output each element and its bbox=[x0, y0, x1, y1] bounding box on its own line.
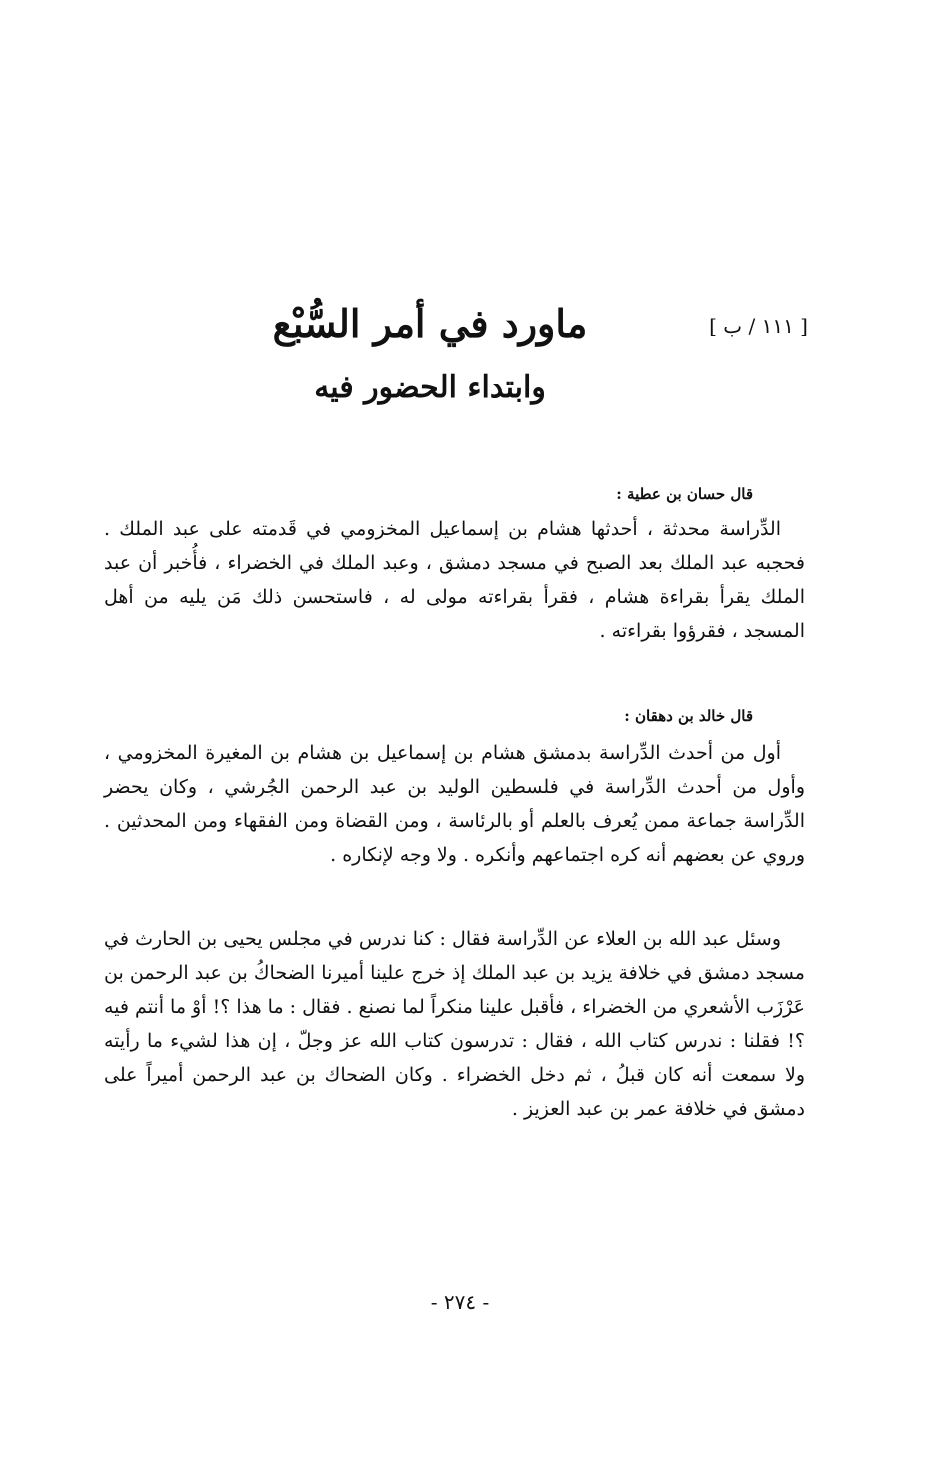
chapter-title: ماورد في أمر السُّبْع bbox=[272, 301, 588, 346]
section-2-text: أول من أحدث الدِّراسة بدمشق هشام بن إسماعيل بن هشام بن المغيرة المخزومي ، وأول من أحدث الدِّراسة في فلسطين الوليد بن عبد الرحمن الجُرشي ، وكان يحضر الدِّراسة جماعة ممن يُعرف بالعلم أو بالرئاسة ، ومن القضاة ومن الفقهاء ومن المحدثين . وروي عن بعضهم أنه كره اجتماعهم وأنكره . ولا وجه لإنكاره . bbox=[104, 742, 805, 866]
section-3-paragraph bbox=[104, 922, 805, 1126]
section-1-paragraph bbox=[104, 512, 805, 648]
section-1-heading: قال حسان بن عطية : bbox=[616, 485, 753, 503]
section-2-heading: قال خالد بن دهقان : bbox=[624, 707, 753, 725]
chapter-subtitle: وابتداء الحضور فيه bbox=[314, 370, 546, 405]
section-3-text: وسئل عبد الله بن العلاء عن الدِّراسة فقال : كنا ندرس في مجلس يحيى بن الحارث في مسجد دمشق في خلافة يزيد بن عبد الملك إذ خرج علينا أميرنا الضحاكُ بن عبد الرحمن بن عَرْزَب الأشعري من الخضراء ، فأقبل علينا منكراً لما نصنع . فقال : ما هذا ؟! أوْ ما أنتم فيه ؟! فقلنا : ندرس كتاب الله ، فقال : تدرسون كتاب الله عز وجلّ ، إن هذا لشيء ما رأيته ولا سمعت أنه كان قبلُ ، ثم دخل الخضراء . وكان الضحاك بن عبد الرحمن أميراً على دمشق في خلافة عمر بن عبد العزيز . bbox=[104, 928, 805, 1120]
section-1-text: الدِّراسة محدثة ، أحدثها هشام بن إسماعيل المخزومي في قَدمته على عبد الملك . فحجبه عبد الملك بعد الصبح في مسجد دمشق ، وعبد الملك في الخضراء ، فأُخبر أن عبد الملك يقرأ بقراءة هشام ، فقرأ بقراءته مولى له ، فاستحسن ذلك مَن يليه من أهل المسجد ، فقرؤوا بقراءته . bbox=[104, 518, 805, 642]
section-2-paragraph bbox=[104, 736, 805, 872]
page-number: - ٢٧٤ - bbox=[430, 1290, 490, 1314]
folio-reference: [ ١١١ / ب ] bbox=[709, 314, 808, 338]
